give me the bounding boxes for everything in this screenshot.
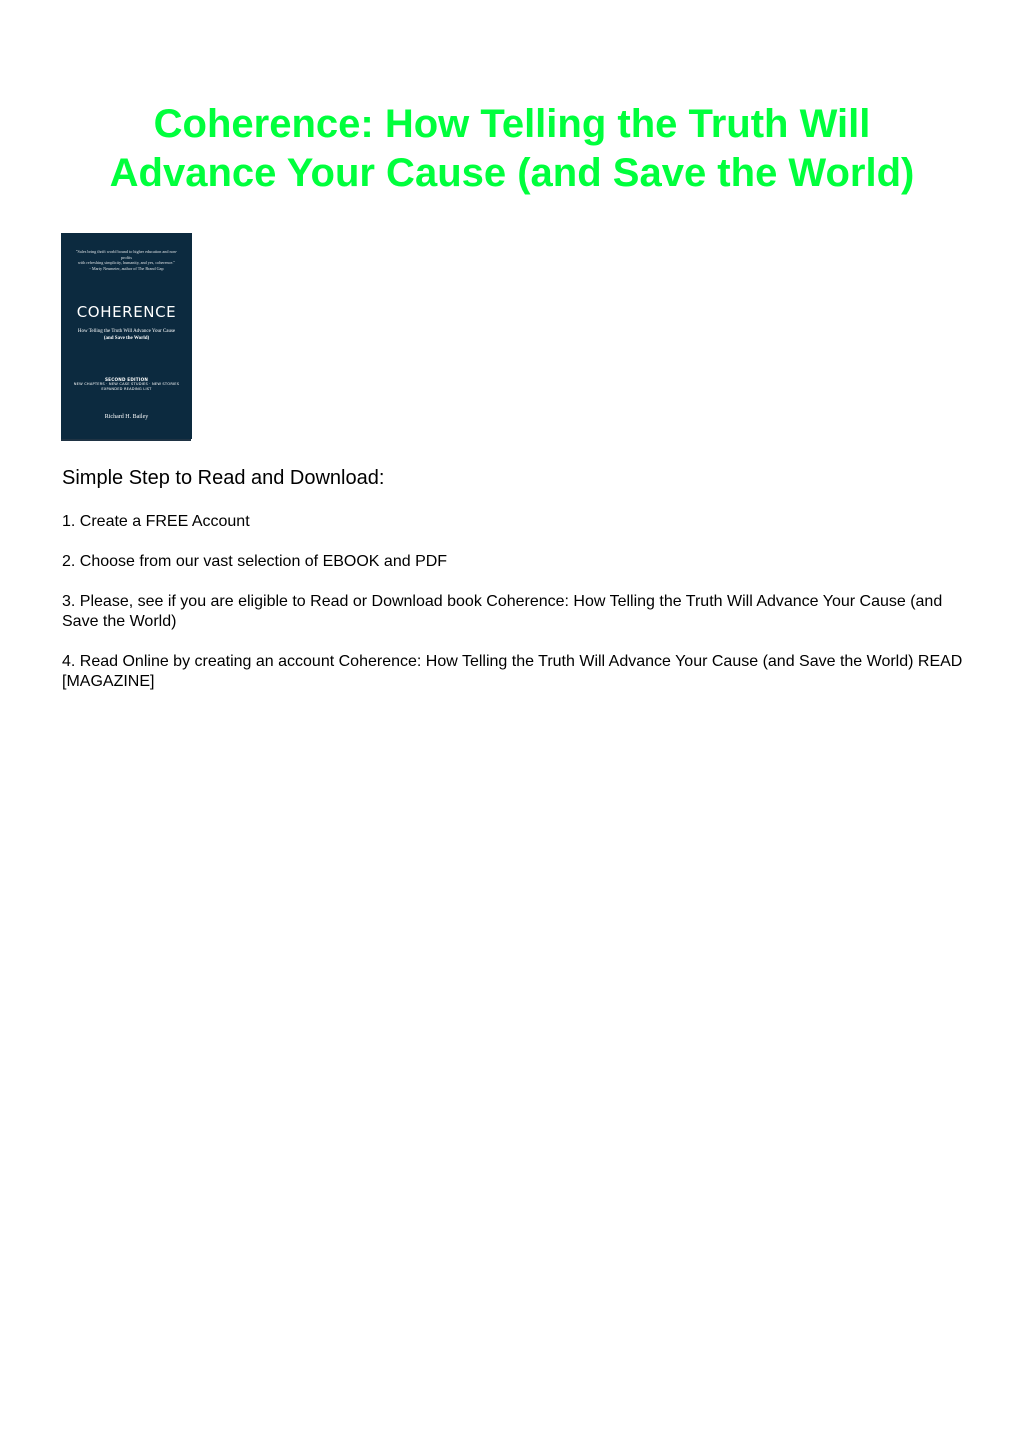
cover-subtitle-line: (and Save the World) — [103, 336, 150, 341]
title-line-1: Coherence: How Telling the Truth Will — [153, 102, 871, 146]
instructions-heading: Simple Step to Read and Download: — [62, 467, 385, 489]
book-cover-image — [61, 233, 192, 439]
title-line-2: Advance Your Cause (and Save the World) — [109, 151, 915, 195]
cover-underline — [61, 439, 191, 441]
cover-author: Richard H. Bailey — [104, 414, 149, 420]
cover-edition-features: NEW CHAPTERS · NEW CASE STUDIES · NEW STORIES — [73, 382, 180, 387]
step-item: 2. Choose from our vast selection of EBOOK and PDF — [62, 553, 448, 570]
step-item: 1. Create a FREE Account — [62, 513, 250, 530]
steps-list — [62, 512, 972, 692]
cover-edition-label: SECOND EDITION — [104, 377, 149, 382]
cover-quote-attribution: - Marty Neumeier, author of The Brand Gap — [89, 265, 164, 271]
step-item: 3. Please, see if you are eligible to Read or Download book Coherence: How Telling the Truth Will Advance Your Cause (and Save the World) — [62, 593, 943, 630]
page-title — [0, 100, 1024, 198]
cover-quote — [71, 249, 182, 271]
cover-quote-line: with refreshing simplicity, humanity, and yes, coherence." — [77, 260, 176, 266]
cover-subtitle-line: How Telling the Truth Will Advance Your Cause — [77, 329, 176, 334]
step-item: 4. Read Online by creating an account Coherence: How Telling the Truth Will Advance Your Cause (and Save the World) READ [MAGAZINE] — [62, 653, 963, 690]
cover-edition-info — [65, 377, 188, 393]
cover-edition-features: EXPANDED READING LIST — [101, 387, 152, 392]
instructions-section — [62, 466, 972, 712]
cover-quote-line: "Sales bring thrift world bound to higher education and non-profits — [75, 249, 178, 260]
cover-title: COHERENCE — [76, 303, 177, 321]
cover-subtitle — [67, 328, 186, 342]
